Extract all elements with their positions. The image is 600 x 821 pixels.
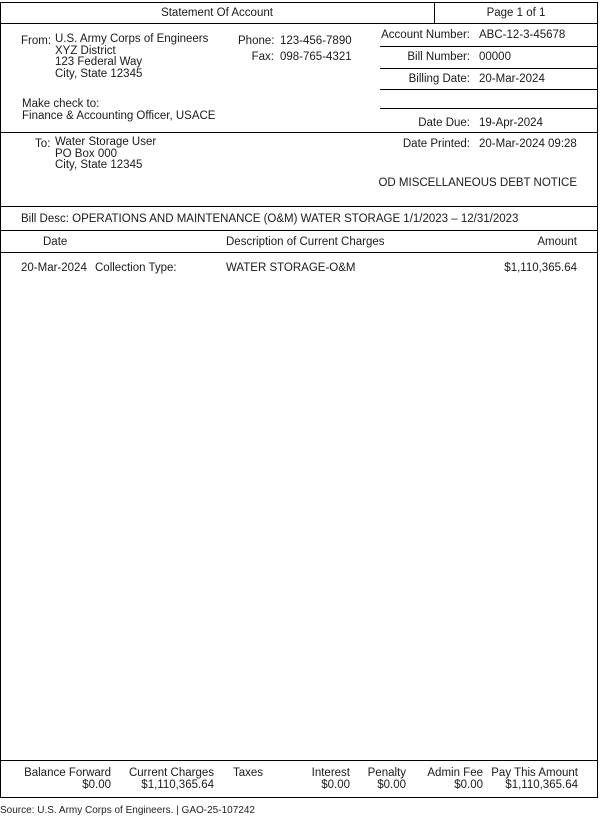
- date-due-label: Date Due:: [418, 117, 470, 129]
- total-balance-forward: [10, 768, 111, 791]
- from-section-rule: [0, 132, 598, 133]
- column-header-amount: Amount: [537, 236, 577, 248]
- date-printed-value: 20-Mar-2024 09:28: [479, 138, 577, 150]
- fax-label: Fax:: [251, 51, 274, 63]
- blank-rule: [380, 108, 598, 109]
- total-value: $0.00: [321, 778, 350, 791]
- to-section-rule: [0, 206, 598, 207]
- total-value: $0.00: [82, 778, 111, 791]
- bill-number-label: Bill Number:: [407, 51, 470, 63]
- total-interest: [290, 768, 350, 791]
- to-address: [55, 137, 156, 172]
- date-printed-label: Date Printed:: [402, 138, 470, 150]
- total-pay-this-amount: [487, 768, 578, 791]
- account-number-value: ABC-12-3-45678: [479, 29, 566, 41]
- header-rule: [0, 23, 598, 24]
- total-current-charges: [115, 768, 214, 791]
- account-number-label: Account Number:: [381, 29, 470, 41]
- from-line: U.S. Army Corps of Engineers: [55, 33, 209, 45]
- payable-label: Make check to:: [22, 98, 100, 110]
- from-line: XYZ District: [55, 44, 116, 57]
- bill-rule: [380, 68, 598, 69]
- to-label: To:: [35, 138, 51, 150]
- statement-title: Statement Of Account: [161, 7, 273, 19]
- total-value: $1,110,365.64: [141, 778, 214, 791]
- column-header-date: Date: [43, 236, 68, 248]
- totals-rule: [0, 760, 598, 761]
- date-due-value: 19-Apr-2024: [479, 117, 543, 129]
- bill-number-value: 00000: [479, 51, 511, 63]
- notice-title: OD MISCELLANEOUS DEBT NOTICE: [378, 177, 577, 189]
- total-label: Balance Forward: [24, 767, 111, 779]
- source-note: Source: U.S. Army Corps of Engineers. | GAO-25-107242: [0, 805, 255, 816]
- total-taxes: [220, 768, 263, 780]
- page-indicator: Page 1 of 1: [486, 7, 546, 19]
- total-admin-fee: [416, 768, 483, 791]
- row-collection-type: Collection Type:: [95, 262, 177, 274]
- total-value: $0.00: [454, 778, 483, 791]
- bill-desc-rule: [0, 230, 598, 231]
- account-rule: [380, 46, 598, 47]
- row-amount: $1,110,365.64: [504, 262, 577, 274]
- header-divider: [434, 2, 435, 24]
- table-header-rule: [0, 252, 598, 253]
- row-description: WATER STORAGE-O&M: [226, 262, 356, 274]
- total-label: Penalty: [367, 767, 406, 779]
- billing-date-label: Billing Date:: [408, 73, 470, 85]
- total-label: Taxes: [232, 767, 263, 779]
- total-label: Pay This Amount: [491, 767, 578, 779]
- total-label: Interest: [311, 767, 350, 779]
- to-line: City, State 12345: [55, 159, 143, 171]
- total-label: Admin Fee: [427, 767, 483, 779]
- row-date: 20-Mar-2024: [21, 262, 87, 274]
- from-label: From:: [21, 35, 52, 47]
- from-line: 123 Federal Way: [55, 56, 143, 68]
- billing-date-value: 20-Mar-2024: [479, 73, 545, 85]
- phone-value: 123-456-7890: [280, 35, 352, 47]
- total-value: $0.00: [377, 778, 406, 791]
- to-line: Water Storage User: [55, 136, 157, 148]
- billing-date-rule: [380, 89, 598, 90]
- column-header-description: Description of Current Charges: [226, 236, 385, 248]
- fax-value: 098-765-4321: [280, 51, 352, 63]
- from-address: [55, 34, 208, 80]
- phone-label: Phone:: [238, 35, 275, 47]
- total-value: $1,110,365.64: [505, 778, 578, 791]
- bill-description: Bill Desc: OPERATIONS AND MAINTENANCE (O&M) WATER STORAGE 1/1/2023 – 12/31/2023: [21, 213, 519, 225]
- to-line: PO Box 000: [55, 147, 118, 160]
- payable-name: Finance & Accounting Officer, USACE: [22, 110, 216, 122]
- from-line: City, State 12345: [55, 67, 143, 80]
- total-penalty: [356, 768, 406, 791]
- total-label: Current Charges: [128, 767, 214, 779]
